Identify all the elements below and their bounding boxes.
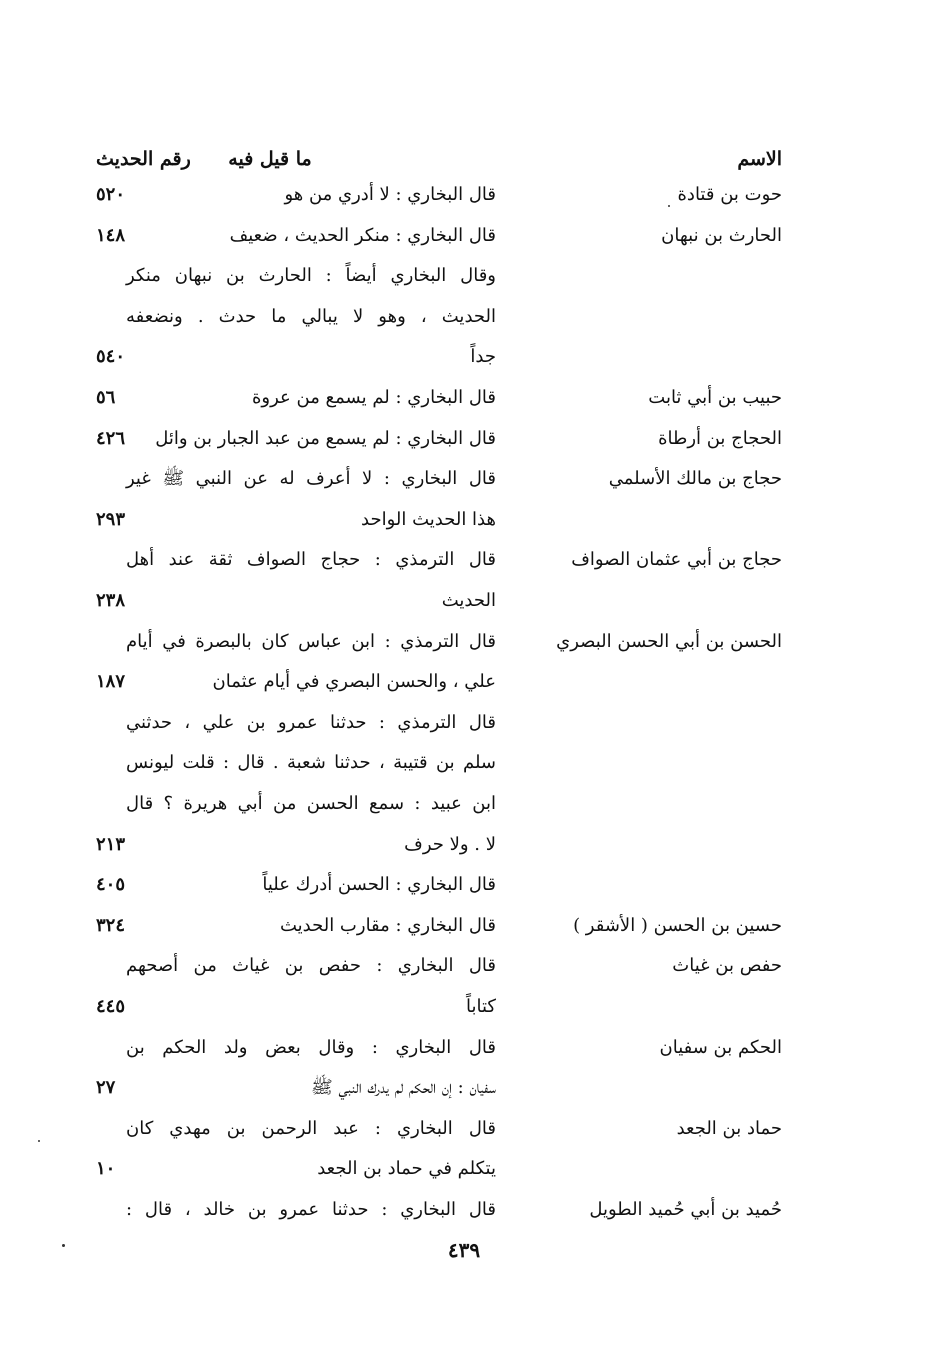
entry-line bbox=[0, 785, 928, 823]
entry-line bbox=[0, 460, 928, 498]
said-about-text: قال البخاري : لم يسمع من عروة bbox=[251, 387, 496, 408]
hadith-number: ٢٩٣ bbox=[96, 508, 126, 530]
said-about-text: ابن عبيد : سمع الحسن من أبي هريرة ؟ قال bbox=[126, 793, 496, 814]
hadith-number: ٥٦ bbox=[96, 387, 116, 408]
hadith-number: ١٤٨ bbox=[96, 224, 126, 246]
said-about-text: الحديث bbox=[441, 590, 496, 611]
narrator-name: حجاج بن مالك الأسلمي bbox=[608, 468, 782, 490]
hadith-number: ١٠ bbox=[96, 1158, 116, 1180]
entry-line bbox=[0, 866, 928, 904]
said-about-text: يتكلم في حماد بن الجعد bbox=[317, 1158, 496, 1180]
entry-line bbox=[0, 744, 928, 782]
entry-line bbox=[0, 907, 928, 945]
narrator-name: الحجاج بن أرطاة bbox=[658, 427, 782, 449]
narrator-name: حفص بن غياث bbox=[672, 955, 782, 977]
entry-line bbox=[0, 1110, 928, 1148]
said-about-text: قال البخاري : الحسن أدرك علياً bbox=[262, 874, 496, 896]
narrator-name: حُميد بن أبي حُميد الطويل bbox=[589, 1199, 782, 1220]
said-about-text: قال البخاري : لم يسمع من عبد الجبار بن وائل bbox=[155, 427, 496, 449]
entry-line bbox=[0, 582, 928, 620]
hadith-number: ٣٢٤ bbox=[96, 914, 126, 936]
entry-line bbox=[0, 541, 928, 579]
said-about-text: وقال البخاري أيضاً : الحارث بن نبهان منكر bbox=[126, 265, 496, 287]
said-about-text: قال البخاري : عبد الرحمن بن مهدي كان bbox=[126, 1117, 496, 1139]
said-about-text: قال البخاري : لا أعرف له عن النبي ﷺ غير bbox=[126, 468, 496, 490]
entry-line bbox=[0, 947, 928, 985]
said-about-text: قال الترمذي : حجاج الصواف ثقة عند أهل bbox=[126, 549, 496, 571]
said-about-text: قال البخاري : مقارب الحديث bbox=[279, 914, 496, 936]
said-about-text: علي ، والحسن البصري في أيام عثمان bbox=[212, 671, 496, 693]
said-about-text: قال البخاري : وقال بعض ولد الحكم بن bbox=[126, 1036, 496, 1058]
column-header-name: الاسم bbox=[737, 148, 782, 170]
said-about-text: جداً bbox=[470, 346, 496, 368]
hadith-number: ٥٢٠ bbox=[96, 184, 126, 205]
hadith-number: ٤٢٦ bbox=[96, 427, 126, 449]
hadith-number: ٥٤٠ bbox=[96, 346, 126, 368]
said-about-text: قال البخاري : حفص بن غياث من أصحهم bbox=[126, 955, 496, 977]
said-about-text: قال الترمذي : حدثنا عمرو بن علي ، حدثني bbox=[126, 711, 496, 733]
scan-speck bbox=[668, 205, 670, 207]
scan-speck bbox=[62, 1244, 65, 1247]
narrator-name: الحارث بن نبهان bbox=[661, 224, 782, 246]
hadith-number: ١٨٧ bbox=[96, 671, 126, 693]
hadith-number: ٢١٣ bbox=[96, 833, 126, 855]
entry-line bbox=[0, 257, 928, 295]
narrator-name: حماد بن الجعد bbox=[676, 1117, 782, 1139]
entry-line bbox=[0, 420, 928, 458]
page-number: ٤٣٩ bbox=[447, 1238, 481, 1262]
hadith-number: ٤٤٥ bbox=[96, 996, 126, 1017]
entry-line bbox=[0, 176, 928, 214]
hadith-number: ٢٣٨ bbox=[96, 590, 126, 611]
said-about-text: هذا الحديث الواحد bbox=[361, 508, 496, 530]
entry-line bbox=[0, 338, 928, 376]
entry-line bbox=[0, 217, 928, 255]
column-header-hadith-number: رقم الحديث bbox=[96, 148, 191, 170]
narrator-name: حبيب بن أبي ثابت bbox=[648, 387, 782, 408]
hadith-number: ٤٠٥ bbox=[96, 874, 126, 896]
entry-line bbox=[0, 379, 928, 417]
narrator-name: حوت بن قتادة bbox=[677, 184, 782, 205]
said-about-text: لا . ولا حرف bbox=[404, 833, 496, 855]
said-about-text: قال البخاري : حدثنا عمرو بن خالد ، قال : bbox=[126, 1199, 496, 1220]
entry-line bbox=[0, 988, 928, 1026]
scan-speck bbox=[38, 1140, 40, 1142]
said-about-text: سفيان : إن الحكم لم يدرك النبي ﷺ bbox=[311, 1077, 496, 1099]
entry-line bbox=[0, 826, 928, 864]
entry-line bbox=[0, 663, 928, 701]
entry-line bbox=[0, 298, 928, 336]
entry-line bbox=[0, 1191, 928, 1229]
entry-line bbox=[0, 1150, 928, 1188]
narrator-name: حجاج بن أبي عثمان الصواف bbox=[571, 549, 782, 571]
narrator-name: الحكم بن سفيان bbox=[659, 1036, 782, 1058]
hadith-number: ٢٧ bbox=[96, 1077, 116, 1099]
entry-line bbox=[0, 501, 928, 539]
said-about-text: قال البخاري : منكر الحديث ، ضعيف bbox=[229, 224, 496, 246]
said-about-text: الحديث ، وهو لا يبالي ما حدث . ونضعفه bbox=[126, 305, 496, 327]
entry-line bbox=[0, 1029, 928, 1067]
entry-line bbox=[0, 704, 928, 742]
said-about-text: كتاباً bbox=[466, 996, 496, 1017]
said-about-text: قال البخاري : لا أدري من هو bbox=[284, 184, 496, 205]
entry-line bbox=[0, 1069, 928, 1107]
entry-line bbox=[0, 623, 928, 661]
said-about-text: سلم بن قتيبة ، حدثنا شعبة . قال : قلت ليونس bbox=[126, 752, 496, 774]
said-about-text: قال الترمذي : ابن عباس كان بالبصرة في أيام bbox=[126, 630, 496, 652]
narrator-name: الحسن بن أبي الحسن البصري bbox=[556, 630, 782, 652]
narrator-name: حسين بن الحسن ( الأشقر ) bbox=[573, 914, 782, 936]
column-header-said: ما قيل فيه bbox=[228, 148, 312, 170]
